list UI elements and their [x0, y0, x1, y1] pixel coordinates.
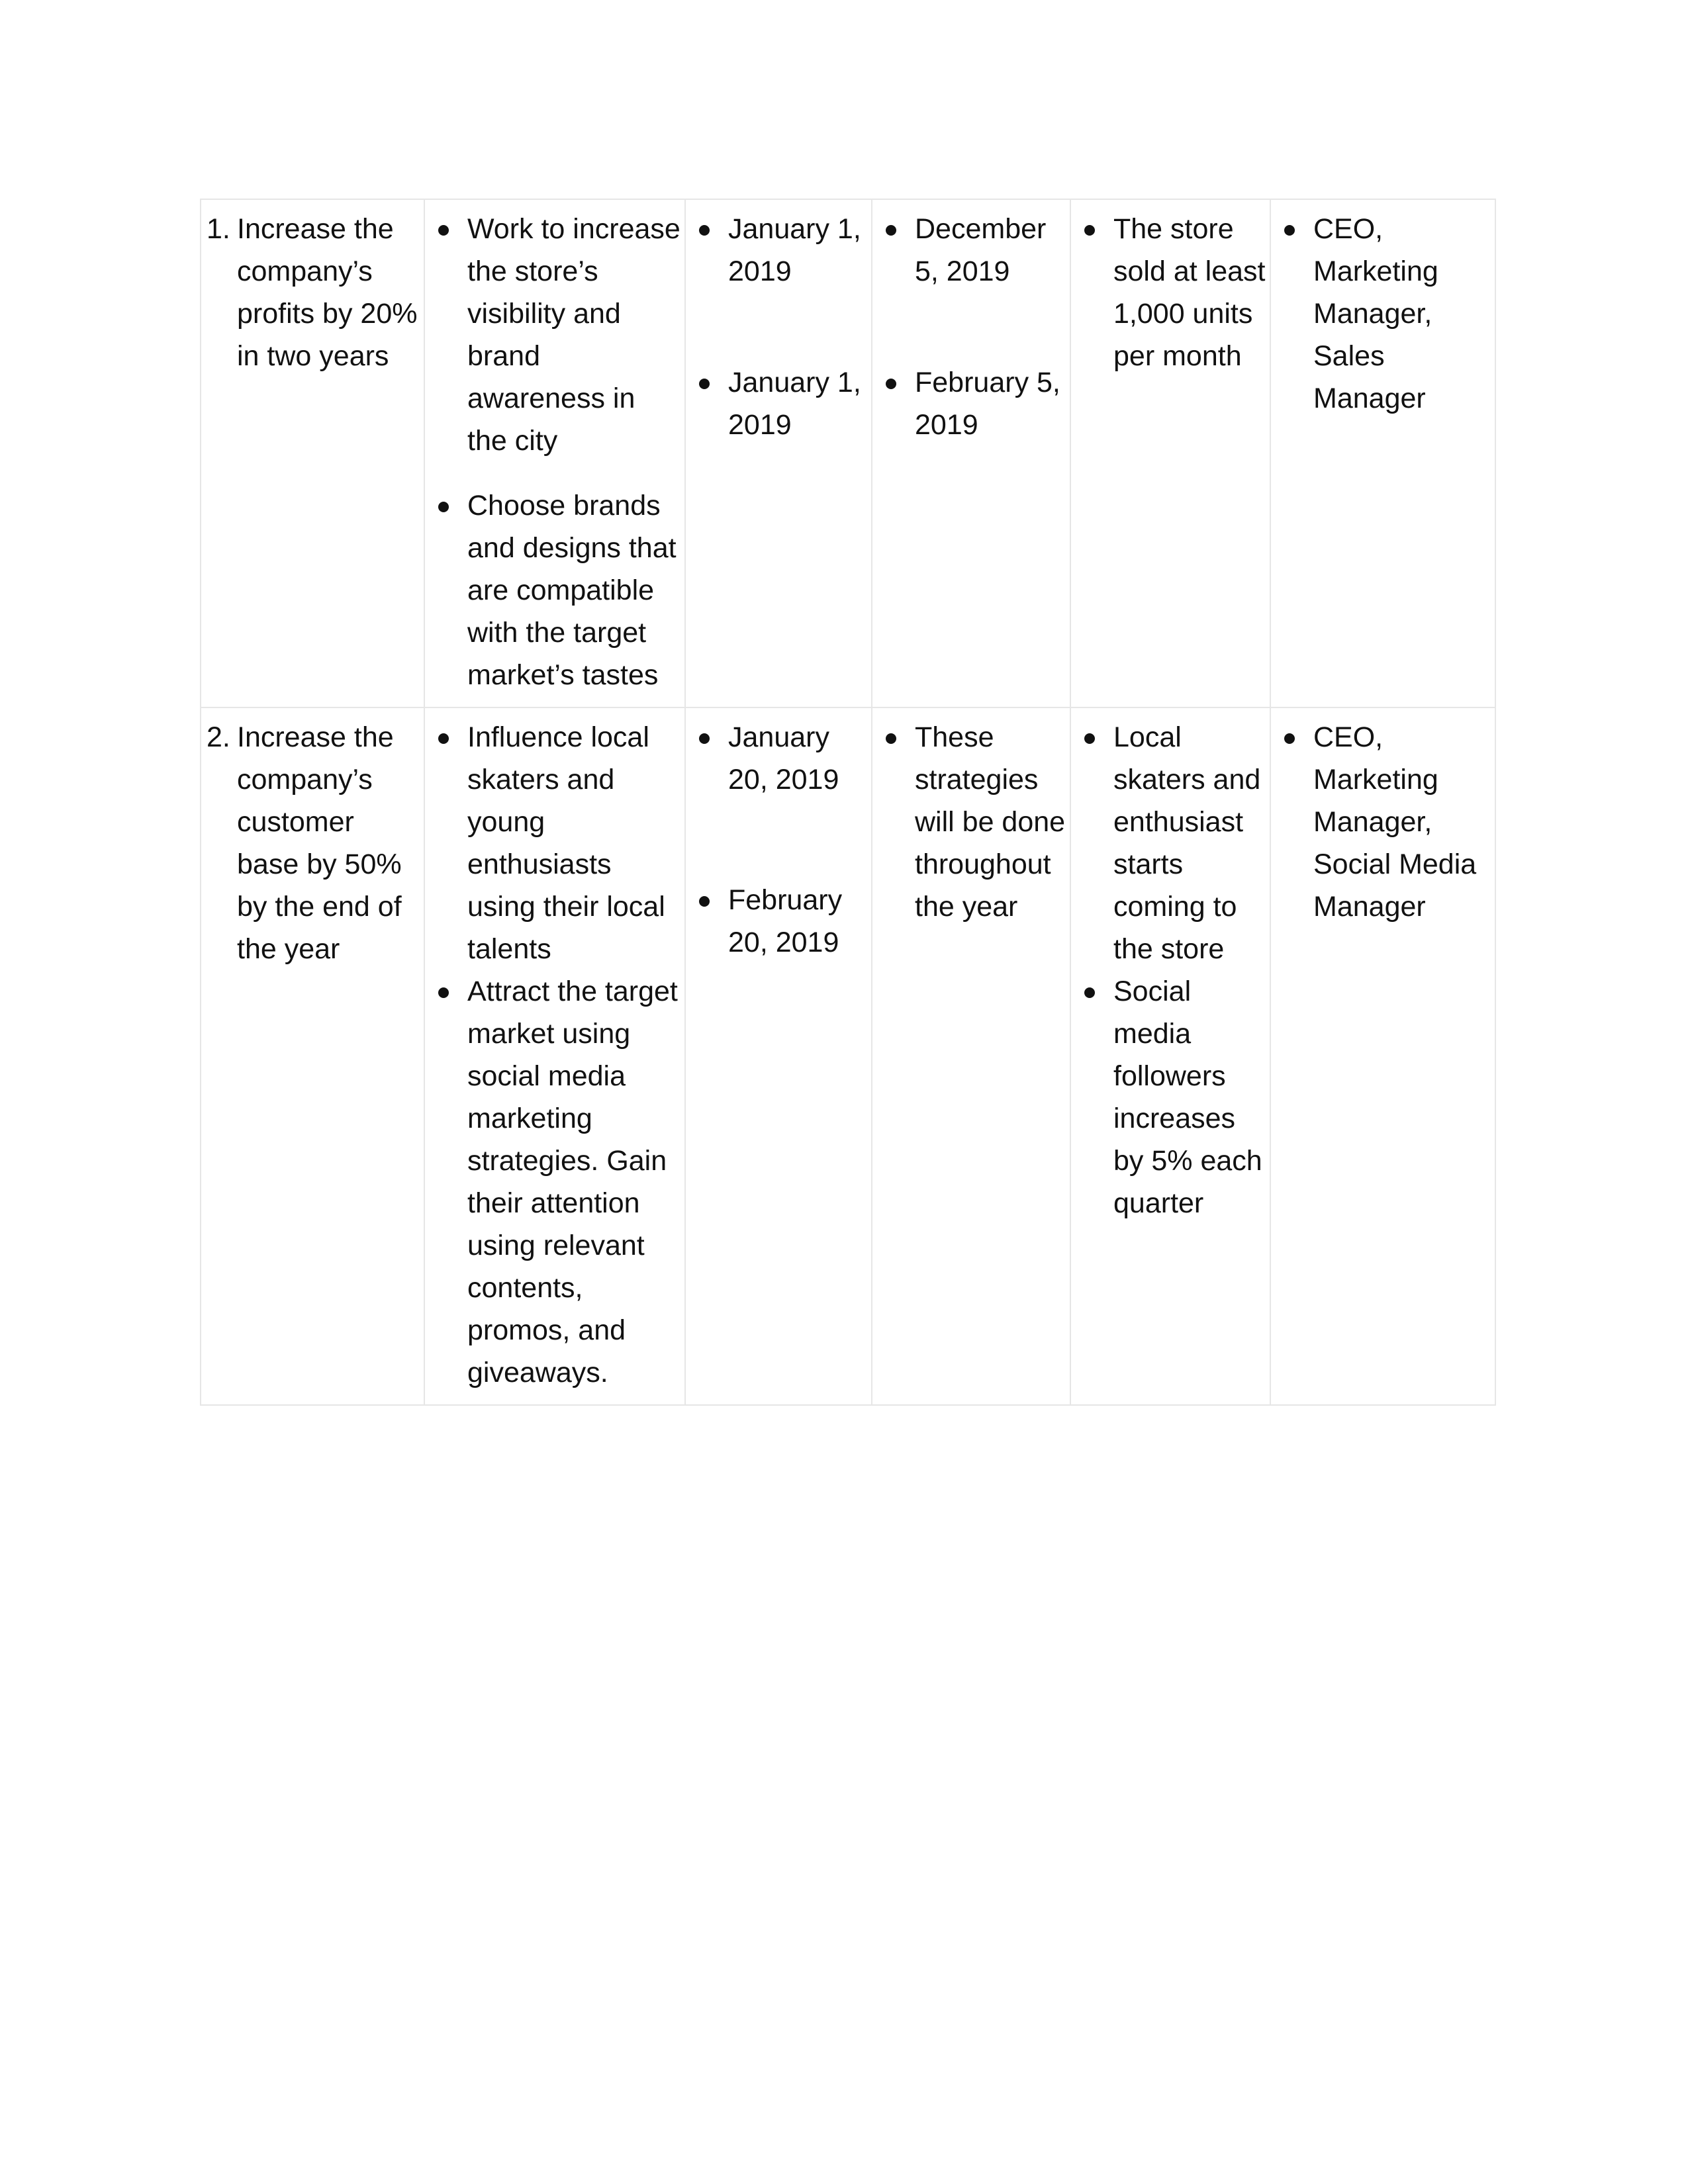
table-row [201, 707, 1495, 1405]
goal-item [207, 208, 420, 377]
goal-text: Increase the company’s profits by 20% in two years [237, 213, 418, 372]
indicator-cell [1070, 199, 1270, 707]
table-row [201, 199, 1495, 707]
responsible-cell [1270, 199, 1495, 707]
goal-number: 2. [207, 721, 230, 753]
strategy-item: Attract the target market using social media marketing strategies. Gain their attention using relevant contents, promos, and giveaways. [430, 970, 680, 1394]
indicator-item: Local skaters and enthusiast starts coming to the store [1076, 716, 1266, 970]
strategies-cell [424, 199, 685, 707]
indicator-item: Social media followers increases by 5% each quarter [1076, 970, 1266, 1224]
indicator-item: The store sold at least 1,000 units per month [1076, 208, 1266, 377]
start-date-item: January 20, 2019 [691, 716, 867, 801]
end-date-cell [872, 707, 1070, 1405]
strategy-item: Choose brands and designs that are compatible with the target market’s tastes [430, 484, 680, 696]
strategy-item: Work to increase the store’s visibility and brand awareness in the city [430, 208, 680, 462]
end-date-item: December 5, 2019 [878, 208, 1066, 293]
goal-text: Increase the company’s customer base by 50% by the end of the year [237, 721, 402, 965]
goal-item [207, 716, 420, 970]
responsible-item: CEO, Marketing Manager, Sales Manager [1276, 208, 1491, 420]
responsible-cell [1270, 707, 1495, 1405]
start-date-item: January 1, 2019 [691, 361, 867, 446]
start-date-item: January 1, 2019 [691, 208, 867, 293]
action-plan-table [200, 199, 1496, 1406]
strategy-item: Influence local skaters and young enthusiasts using their local talents [430, 716, 680, 970]
indicator-cell [1070, 707, 1270, 1405]
start-date-cell [685, 707, 872, 1405]
goal-cell [201, 199, 424, 707]
start-date-item: February 20, 2019 [691, 879, 867, 964]
end-date-item: These strategies will be done throughout the year [878, 716, 1066, 928]
responsible-item: CEO, Marketing Manager, Social Media Manager [1276, 716, 1491, 928]
end-date-item: February 5, 2019 [878, 361, 1066, 446]
start-date-cell [685, 199, 872, 707]
end-date-cell [872, 199, 1070, 707]
goal-number: 1. [207, 213, 230, 245]
goal-cell [201, 707, 424, 1405]
strategies-cell [424, 707, 685, 1405]
